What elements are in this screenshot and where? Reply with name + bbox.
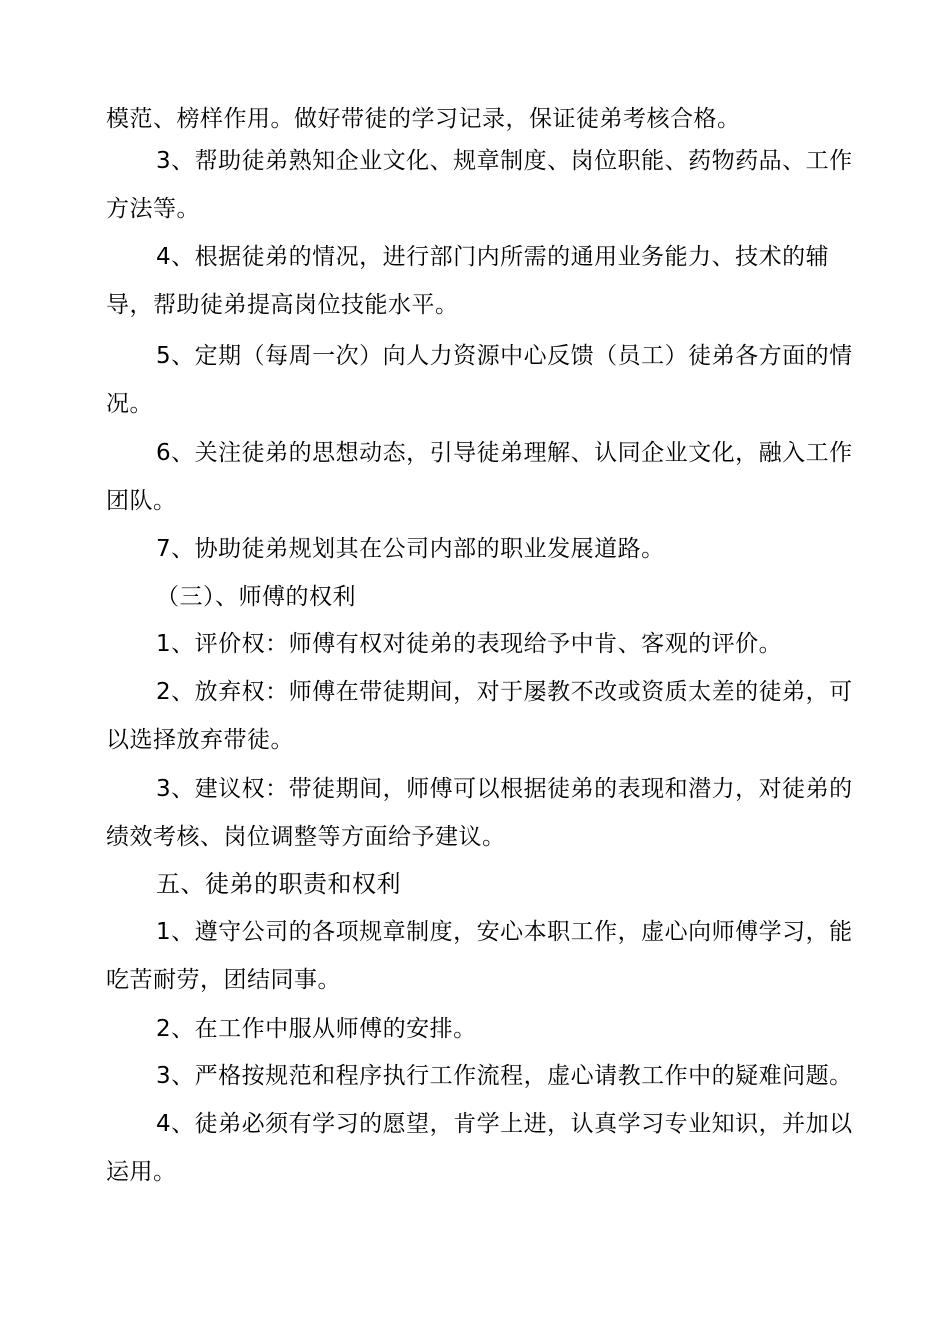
paragraph-duty-6: 6、关注徒弟的思想动态，引导徒弟理解、认同企业文化，融入工作团队。 bbox=[106, 440, 853, 514]
paragraph-apprentice-3: 3、严格按规范和程序执行工作流程，虚心请教工作中的疑难问题。 bbox=[156, 1063, 853, 1089]
paragraph-right-3: 3、建议权：带徒期间，师傅可以根据徒弟的表现和潜力，对徒弟的绩效考核、岗位调整等方面给予建议。 bbox=[106, 776, 853, 850]
paragraph-duty-5: 5、定期（每周一次）向人力资源中心反馈（员工）徒弟各方面的情况。 bbox=[106, 343, 853, 417]
paragraph-right-1: 1、评价权：师傅有权对徒弟的表现给予中肯、客观的评价。 bbox=[156, 631, 783, 657]
paragraph-apprentice-2: 2、在工作中服从师傅的安排。 bbox=[156, 1016, 477, 1042]
paragraph-duty-3: 3、帮助徒弟熟知企业文化、规章制度、岗位职能、药物药品、工作方法等。 bbox=[106, 148, 853, 222]
section-heading-apprentice: 五、徒弟的职责和权利 bbox=[156, 870, 401, 898]
paragraph-continuation: 模范、榜样作用。做好带徒的学习记录，保证徒弟考核合格。 bbox=[106, 106, 741, 132]
paragraph-duty-4: 4、根据徒弟的情况，进行部门内所需的通用业务能力、技术的辅导，帮助徒弟提高岗位技能水平。 bbox=[106, 244, 830, 318]
paragraph-right-2: 2、放弃权：师傅在带徒期间，对于屡教不改或资质太差的徒弟，可以选择放弃带徒。 bbox=[106, 679, 853, 753]
section-heading-master-rights: （三）、师傅的权利 bbox=[156, 584, 356, 610]
paragraph-apprentice-1: 1、遵守公司的各项规章制度，安心本职工作，虚心向师傅学习，能吃苦耐劳，团结同事。 bbox=[106, 919, 853, 993]
paragraph-apprentice-4: 4、徒弟必须有学习的愿望，肯学上进，认真学习专业知识，并加以运用。 bbox=[106, 1111, 853, 1185]
paragraph-duty-7: 7、协助徒弟规划其在公司内部的职业发展道路。 bbox=[156, 536, 665, 562]
